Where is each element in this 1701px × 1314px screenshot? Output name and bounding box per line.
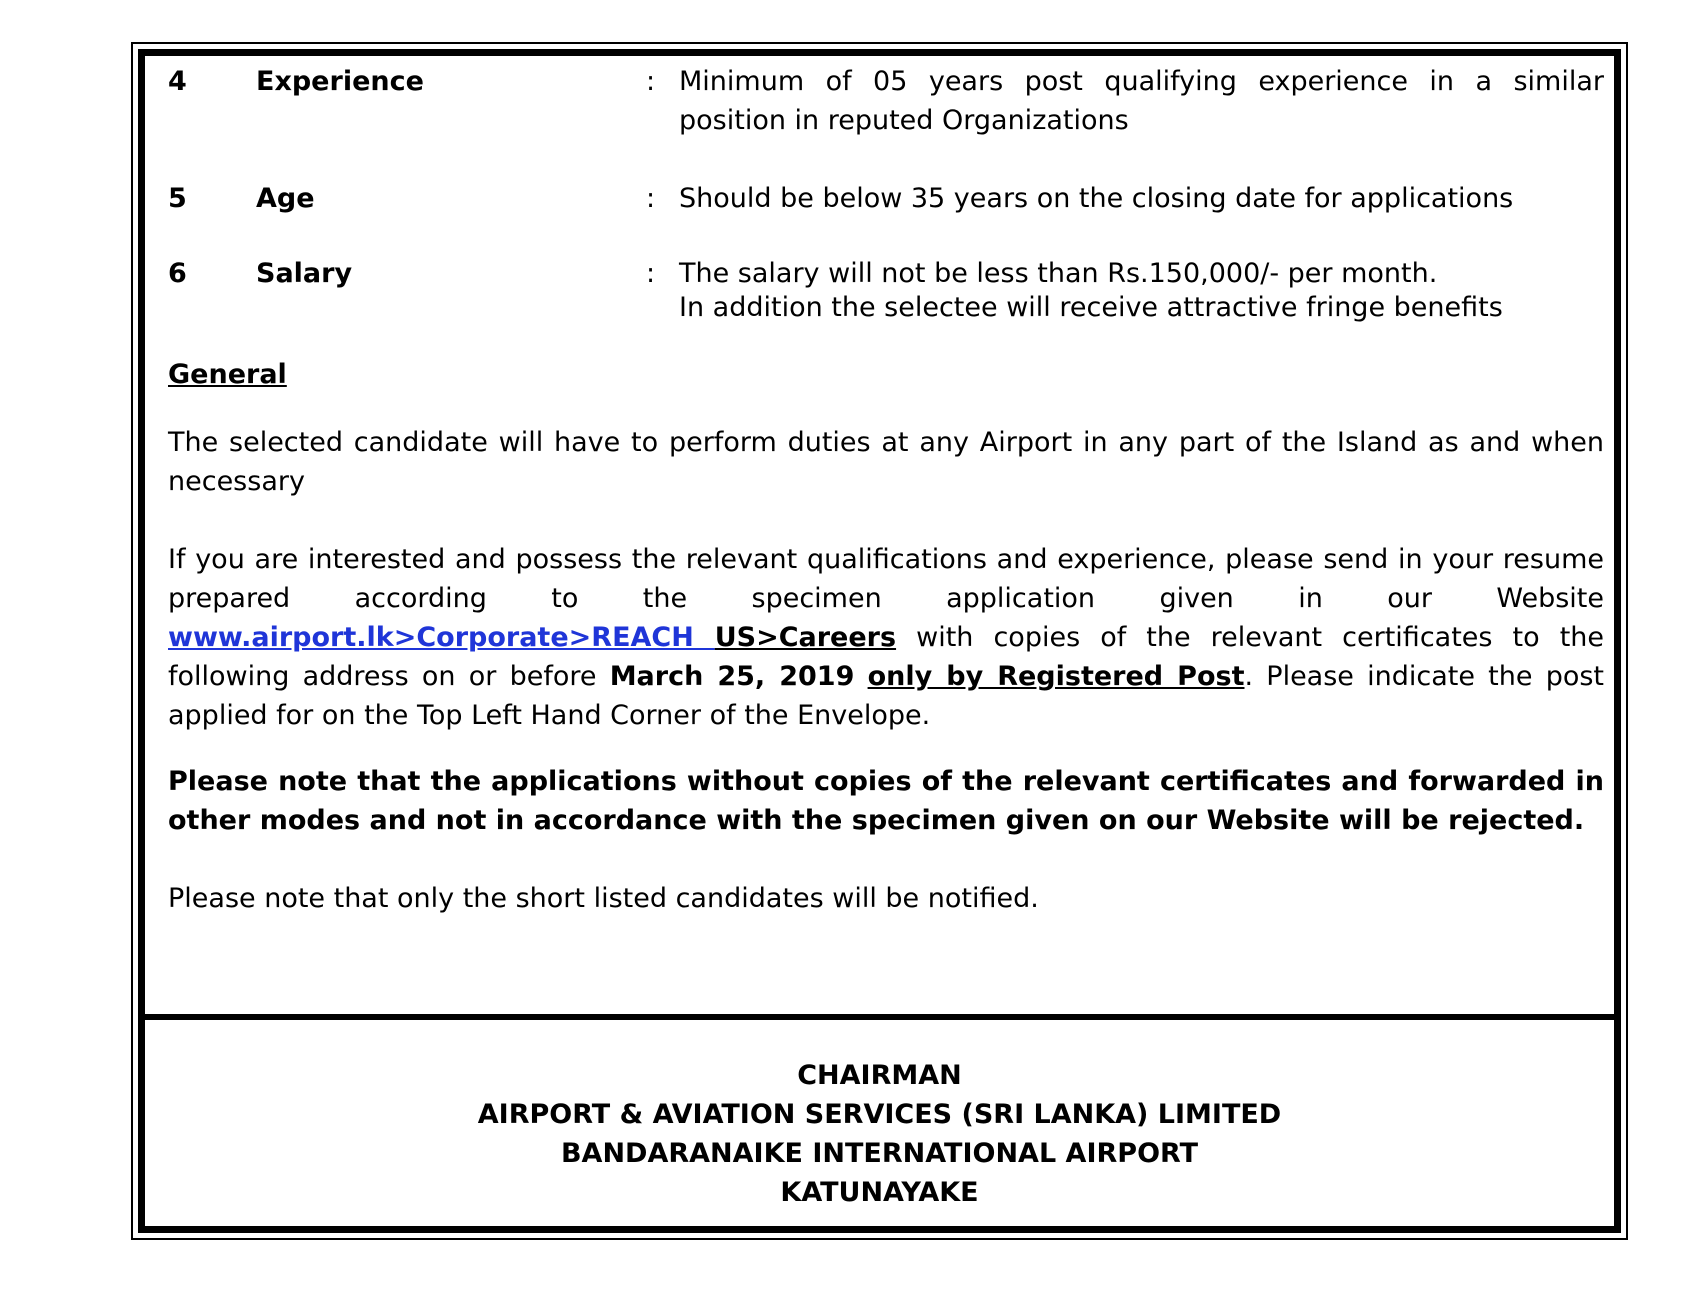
closing-date: March 25, 2019: [609, 661, 855, 692]
item-label: Salary: [256, 258, 353, 289]
item-colon: :: [646, 66, 656, 97]
footer-divider: [138, 1014, 1621, 1020]
signature-block: [145, 1056, 1614, 1212]
item-value-line: In addition the selectee will receive attractive fringe benefits: [679, 292, 1503, 323]
item-value: [679, 257, 1604, 325]
signatory-title: CHAIRMAN: [797, 1060, 962, 1091]
careers-link-suffix[interactable]: US>Careers: [714, 622, 897, 653]
duties-paragraph: The selected candidate will have to perform duties at any Airport in any part of the Island as and when necessary: [168, 427, 1604, 497]
registered-post-note: only by Registered Post: [867, 661, 1245, 692]
application-intro: If you are interested and possess the relevant qualifications and experience, please send in your resume prepared according to the specimen application given in our Website: [168, 544, 1604, 614]
organization-name: AIRPORT & AVIATION SERVICES (SRI LANKA) LIMITED: [477, 1099, 1282, 1130]
location-name: BANDARANAIKE INTERNATIONAL AIRPORT: [560, 1138, 1199, 1169]
advertisement-body: [168, 62, 1604, 918]
application-closing: . Please indicate the post applied for on the Top Left Hand Corner of the Envelope.: [168, 661, 1605, 731]
item-label: Experience: [256, 66, 424, 97]
requirement-row-salary: [168, 257, 1604, 325]
general-heading: General: [168, 359, 287, 390]
item-value: [679, 179, 1604, 218]
rejection-notice: Please note that the applications without copies of the relevant certificates and forwarded in other modes and not in accordance with the specimen given on our Website will be rejected.: [168, 766, 1604, 836]
item-number: 5: [168, 183, 187, 214]
spacer-text: [854, 661, 867, 692]
shortlist-notice: Please note that only the short listed candidates will be notified.: [168, 883, 1039, 914]
item-label: Age: [256, 183, 315, 214]
careers-link[interactable]: www.airport.lk>Corporate>REACH: [168, 622, 715, 653]
item-value: [679, 62, 1604, 140]
item-value-line: Should be below 35 years on the closing date for applications: [679, 183, 1514, 214]
requirement-row-experience: [168, 62, 1604, 140]
item-number: 4: [168, 66, 187, 97]
item-value-line: position in reputed Organizations: [679, 105, 1129, 136]
item-value-line: Minimum of 05 years post qualifying experience in a similar: [679, 66, 1604, 97]
city-name: KATUNAYAKE: [780, 1177, 979, 1208]
item-colon: :: [646, 183, 656, 214]
item-number: 6: [168, 258, 187, 289]
item-value-line: The salary will not be less than Rs.150,000/- per month.: [679, 258, 1438, 289]
item-colon: :: [646, 258, 656, 289]
application-paragraph: [168, 540, 1604, 735]
application-after-link: with copies of the relevant certificates to the following address on or before: [168, 622, 1605, 692]
requirement-row-age: [168, 179, 1604, 218]
